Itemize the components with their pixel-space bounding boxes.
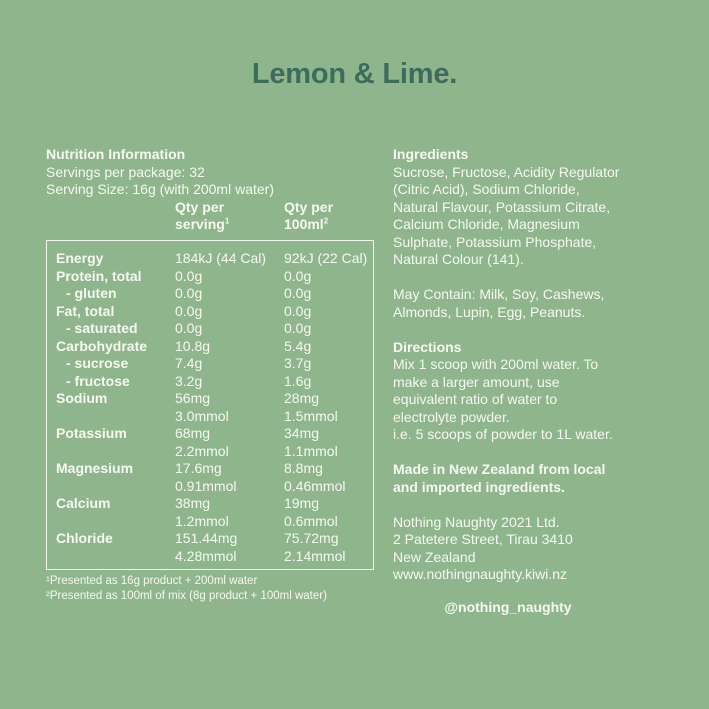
qty-per-serving: 4.28mmol (175, 547, 237, 564)
company-line: 2 Patetere Street, Tirau 3410 (393, 531, 573, 547)
nutrient-name: Fat, total (56, 302, 115, 319)
table-row (47, 268, 373, 286)
qty-per-100ml: 1.6g (284, 372, 312, 389)
qty-per-100ml: 0.0g (284, 267, 312, 284)
table-row (47, 460, 373, 478)
serving-size: Serving Size: 16g (with 200ml water) (46, 181, 274, 197)
directions-line: Mix 1 scoop with 200ml water. To (393, 356, 599, 372)
product-title: Lemon & Lime. (251, 58, 458, 90)
qty-per-100ml: 8.8mg (284, 460, 323, 476)
table-row (47, 443, 373, 461)
qty-per-100ml: 34mg (284, 425, 320, 441)
company-address (393, 514, 693, 584)
qty-per-100ml: 1.1mmol (284, 442, 338, 459)
column-headers (46, 199, 376, 234)
table-row (47, 478, 373, 496)
nutrient-name: Protein, total (56, 267, 142, 284)
qty-per-100ml: 5.4g (284, 337, 312, 354)
qty-per-100ml: 28mg (284, 390, 320, 406)
table-row (47, 303, 373, 321)
qty-per-serving: 0.0g (175, 267, 203, 284)
servings-per-package: Servings per package: 32 (46, 163, 205, 180)
qty-per-100ml: 75.72mg (284, 530, 339, 546)
may-contain-line: Almonds, Lupin, Egg, Peanuts. (393, 303, 586, 320)
qty-per-serving: 1.2mmol (175, 512, 229, 529)
ingredients-line: (Citric Acid), Sodium Chloride, (393, 181, 580, 197)
table-row (47, 373, 373, 391)
directions-line: electrolyte powder. (393, 408, 510, 425)
info-panel (393, 146, 693, 615)
nutrition-panel (46, 146, 376, 602)
made-in-statement (393, 461, 693, 496)
qty-per-serving: 0.0g (175, 302, 203, 319)
qty-per-serving: 0.0g (175, 285, 203, 301)
qty-per-100ml: 19mg (284, 495, 320, 511)
qty-per-100ml: 0.46mmol (284, 477, 346, 494)
nutrient-name: Calcium (56, 495, 111, 511)
nutrient-name: Carbohydrate (56, 337, 148, 354)
qty-per-serving: 3.2g (175, 372, 203, 389)
table-row (47, 548, 373, 566)
ingredients-line: Sulphate, Potassium Phosphate, (393, 233, 597, 250)
nutrient-name: Energy (56, 250, 104, 266)
nutrient-name: Sodium (56, 390, 108, 406)
table-row (47, 320, 373, 338)
nutrient-name: - fructose (66, 372, 130, 389)
ingredients-heading: Ingredients (393, 146, 469, 162)
company-line: New Zealand (393, 548, 476, 565)
qty-per-serving: 68mg (175, 425, 211, 441)
table-row (47, 495, 373, 513)
nutrition-heading: Nutrition Information (46, 146, 186, 162)
qty-per-100ml: 1.5mmol (284, 407, 338, 424)
directions-line: i.e. 5 scoops of powder to 1L water. (393, 426, 613, 442)
qty-per-serving: 56mg (175, 390, 211, 406)
table-row (47, 285, 373, 303)
qty-per-serving: 151.44mg (175, 530, 238, 546)
qty-per-serving: 184kJ (44 Cal) (175, 250, 267, 266)
nutrient-name: - sucrose (66, 355, 129, 371)
company-line: Nothing Naughty 2021 Ltd. (393, 513, 560, 530)
qty-per-serving: 3.0mmol (175, 407, 229, 424)
nutrient-name: Potassium (56, 425, 127, 441)
table-row (47, 390, 373, 408)
nutrient-name: - saturated (66, 320, 138, 336)
directions-line: make a larger amount, use (393, 373, 560, 390)
table-row (47, 513, 373, 531)
qty-per-serving: 2.2mmol (175, 442, 229, 459)
nutrient-name: - gluten (66, 285, 117, 301)
qty-per-serving: 17.6mg (175, 460, 222, 476)
directions-line: equivalent ratio of water to (393, 391, 558, 407)
column-header-per-100ml: Qty per $100ml^2$ (284, 198, 334, 232)
footnote-1: ¹Presented as 16g product + 200ml water (46, 575, 258, 587)
qty-per-serving: 38mg (175, 495, 211, 511)
made-in-line: Made in New Zealand from local (393, 461, 606, 477)
table-row (47, 355, 373, 373)
company-line: www.nothingnaughty.kiwi.nz (393, 566, 568, 582)
qty-per-serving: 10.8g (175, 337, 211, 354)
nutrient-name: Chloride (56, 530, 113, 546)
table-row (47, 338, 373, 356)
ingredients-line: Sucrose, Fructose, Acidity Regulator (393, 163, 620, 180)
table-row (47, 408, 373, 426)
qty-per-serving: 0.0g (175, 320, 203, 336)
footnotes (46, 574, 327, 604)
qty-per-100ml: 0.6mmol (284, 512, 338, 529)
ingredients-line: Calcium Chloride, Magnesium (393, 216, 580, 232)
social-handle: @nothing_naughty (444, 598, 572, 615)
qty-per-serving: 7.4g (175, 355, 203, 371)
column-header-per-serving: Qty per serving$^1$ (175, 198, 230, 232)
qty-per-100ml: 0.0g (284, 320, 312, 336)
qty-per-100ml: 0.0g (284, 285, 312, 301)
ingredients-line: Natural Flavour, Potassium Citrate, (393, 198, 611, 215)
qty-per-100ml: 92kJ (22 Cal) (284, 250, 368, 266)
nutrition-table (46, 240, 374, 570)
made-in-line: and imported ingredients. (393, 478, 565, 495)
qty-per-100ml: 2.14mmol (284, 547, 346, 564)
qty-per-serving: 0.91mmol (175, 477, 237, 494)
table-row (47, 425, 373, 443)
footnote-2: ²Presented as 100ml of mix (8g product + 100ml water) (46, 590, 327, 602)
qty-per-100ml: 3.7g (284, 355, 312, 371)
may-contain (393, 286, 693, 321)
qty-per-100ml: 0.0g (284, 302, 312, 319)
ingredients-line: Natural Colour (141). (393, 251, 524, 267)
table-row (47, 530, 373, 548)
table-row (47, 250, 373, 268)
directions-heading: Directions (393, 338, 462, 355)
nutrient-name: Magnesium (56, 460, 134, 476)
may-contain-line: May Contain: Milk, Soy, Cashews, (393, 286, 605, 302)
